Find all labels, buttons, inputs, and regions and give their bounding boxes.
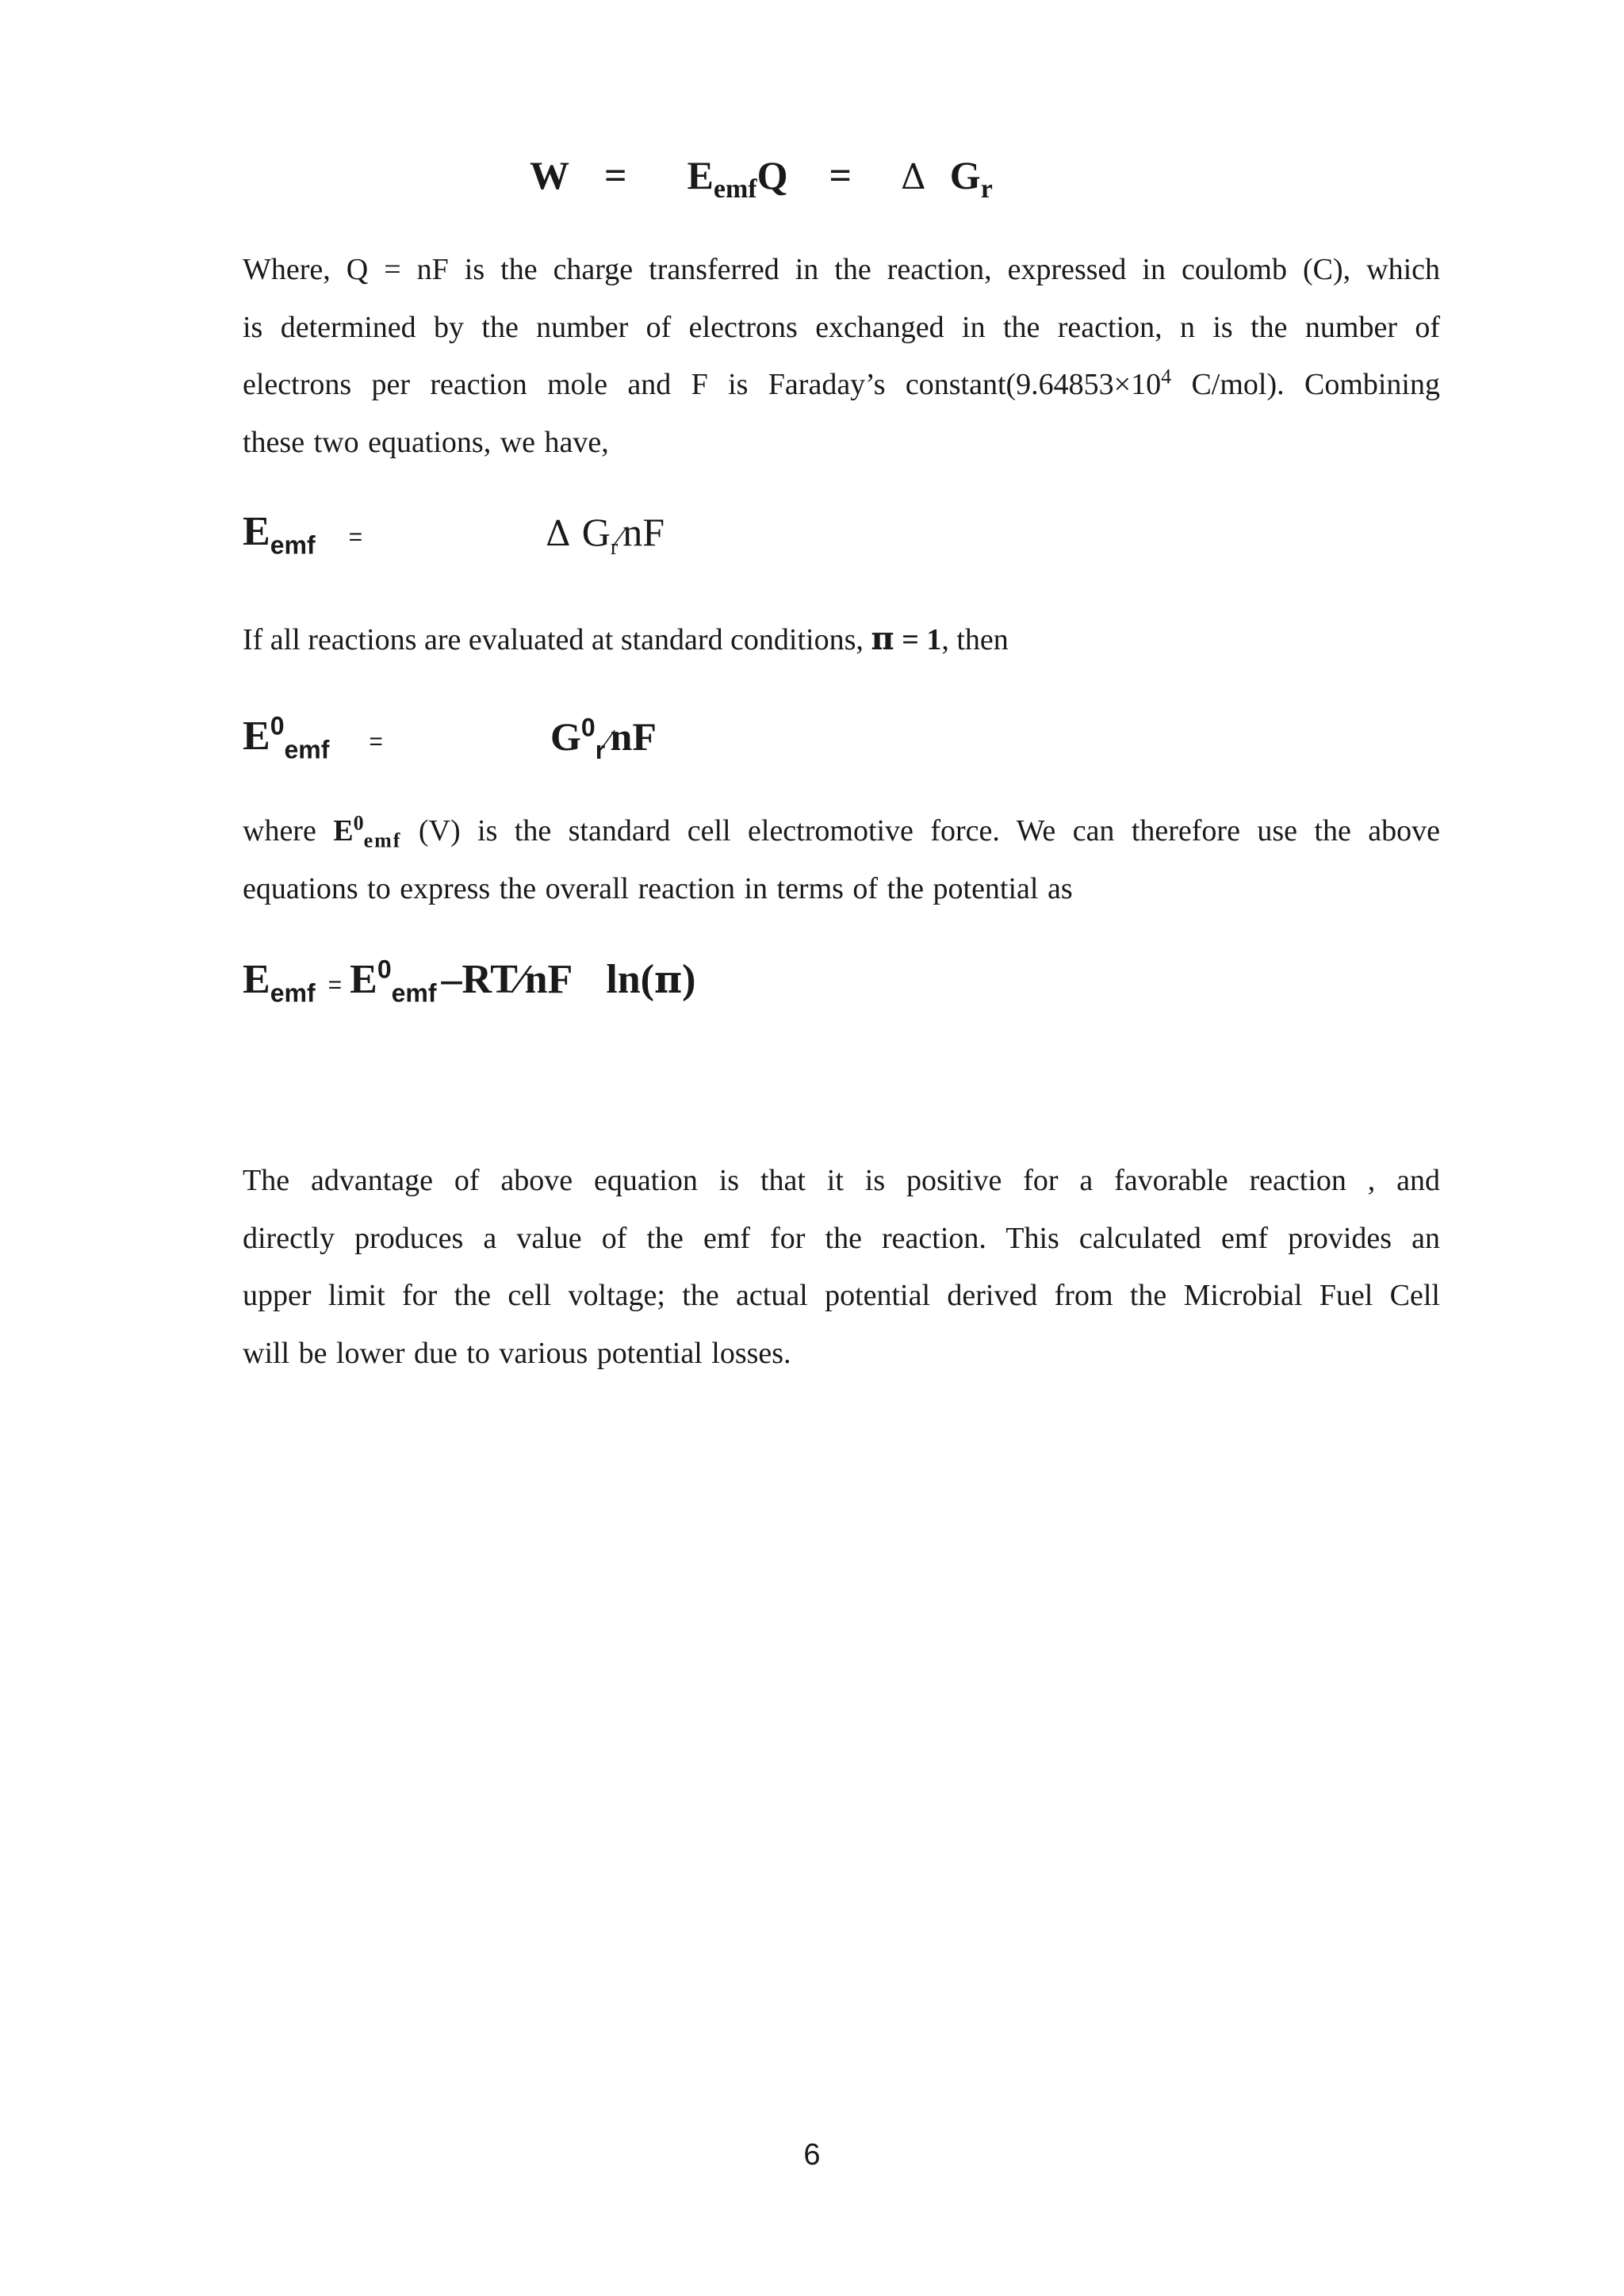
eq3-lhs-subscript: emf — [284, 735, 330, 764]
eq2-slash: ⁄ — [618, 520, 623, 552]
eq4-pi: π — [654, 958, 683, 1002]
eq3-slash: ⁄ — [605, 724, 611, 757]
para2-suffix: , then — [941, 623, 1009, 656]
para1-line-3-exponent: 4 — [1161, 365, 1172, 388]
eq4-lhs-subscript: emf — [270, 978, 316, 1008]
eq3-lhs-e: E — [243, 714, 270, 759]
para1-line-3-tail: C/mol). Combining — [1171, 368, 1440, 401]
eq1-e-subscript: emf — [713, 174, 757, 204]
para2-pi: π — [871, 620, 894, 657]
eq2-lhs-e: E — [243, 509, 270, 554]
equation-emf-gibbs — [243, 504, 362, 565]
eq1-equals-2: = — [829, 153, 852, 197]
eq3-g: G — [550, 714, 581, 759]
eq2-nf: nF — [622, 510, 665, 554]
eq4-slash: ⁄ — [517, 957, 525, 1002]
para3-line-1-e: E — [333, 814, 354, 848]
para3-line-1-suffix: (V) is the standard cell electromotive force. We can therefore use the above — [401, 814, 1440, 848]
paragraph-charge-definition — [243, 241, 1440, 471]
eq1-delta: Δ — [901, 157, 926, 197]
para1-line-3 — [243, 356, 1440, 414]
eq4-nf: nF — [524, 957, 573, 1002]
para1-line-4: these two equations, we have, — [243, 425, 609, 459]
page-number: 6 — [803, 2138, 821, 2172]
para1-line-3-text: electrons per reaction mole and F is Faraday’s constant(9.64853×10 — [243, 368, 1162, 401]
para1-line-1: Where, Q = nF is the charge transferred in the reaction, expressed in coulomb (C), which — [243, 253, 1440, 286]
para4-line-3: upper limit for the cell voltage; the actual potential derived from the Microbial Fuel Cell — [243, 1279, 1440, 1312]
eq4-minus: – — [441, 957, 462, 1002]
eq3-lhs-superscript: 0 — [270, 711, 285, 740]
equation-standard-emf — [243, 709, 383, 770]
eq2-equals: = — [348, 524, 363, 550]
para1-line-2: is determined by the number of electrons exchanged in the reaction, n is the number of — [243, 310, 1440, 344]
eq1-g-subscript: r — [980, 174, 993, 204]
eq1-g: G — [949, 153, 981, 197]
eq1-e: E — [687, 153, 714, 197]
para2-condition: = 1 — [894, 623, 942, 656]
eq3-g-subscript: r — [595, 736, 606, 764]
eq3-nf: nF — [610, 714, 657, 759]
eq4-e0: E — [350, 957, 377, 1002]
para3-line-1-subscript: emf — [363, 828, 402, 852]
eq4-equals: = — [327, 972, 343, 998]
eq3-equals: = — [369, 729, 383, 755]
paragraph-standard-conditions — [243, 610, 1009, 668]
eq4-e0-superscript: 0 — [377, 955, 392, 984]
para4-line-4: will be lower due to various potential losses. — [243, 1336, 791, 1370]
para4-line-1: The advantage of above equation is that it is positive for a favorable reaction , and — [243, 1164, 1440, 1197]
eq4-rt: RT — [462, 957, 518, 1002]
paragraph-advantage — [243, 1152, 1440, 1382]
equation-emf-gibbs-rhs — [546, 504, 665, 564]
eq3-g-superscript: 0 — [580, 713, 596, 742]
para4-line-2: directly produces a value of the emf for the reaction. This calculated emf provides an — [243, 1221, 1440, 1255]
eq2-g-subscript: r — [610, 535, 619, 560]
equation-work — [530, 147, 993, 205]
para3-line-1 — [243, 802, 1440, 860]
eq1-q: Q — [756, 153, 788, 197]
equation-nernst — [243, 951, 695, 1014]
equation-standard-emf-rhs — [550, 709, 657, 768]
eq4-close: ) — [682, 957, 696, 1002]
eq4-lhs-e: E — [243, 957, 270, 1002]
eq2-g: G — [581, 510, 611, 554]
eq2-lhs-subscript: emf — [270, 530, 316, 560]
para3-line-2: equations to express the overall reaction in terms of the potential as — [243, 871, 1073, 905]
eq4-e0-subscript: emf — [391, 978, 437, 1008]
eq1-w: W — [530, 153, 569, 197]
para3-line-1-superscript: 0 — [353, 811, 364, 835]
paragraph-standard-emf — [243, 802, 1440, 917]
eq1-equals-1: = — [604, 153, 627, 197]
para3-line-1-prefix: where — [243, 814, 334, 848]
eq2-delta: Δ — [546, 514, 571, 554]
eq4-ln: ln( — [606, 957, 654, 1002]
para2-prefix: If all reactions are evaluated at standard conditions, — [243, 623, 871, 656]
